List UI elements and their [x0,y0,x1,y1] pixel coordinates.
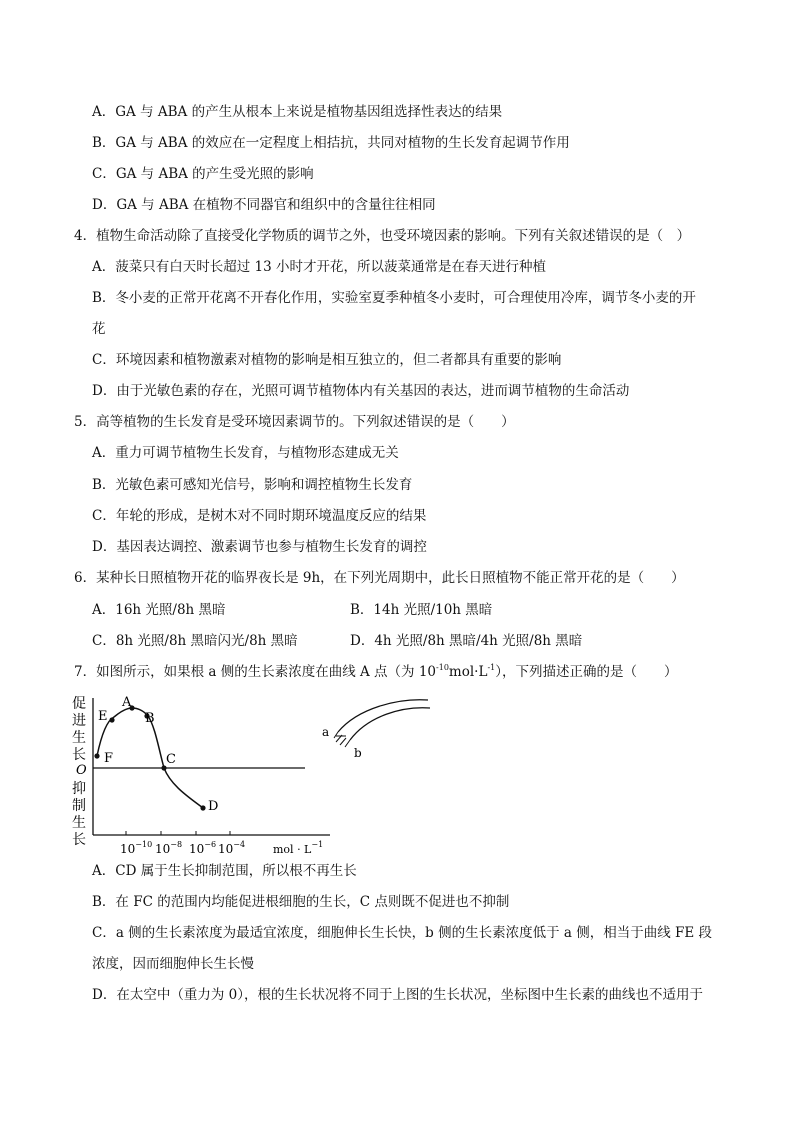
label-d: D [208,799,219,814]
label-b: B [145,711,155,726]
q7-option-c-cont: 浓度，因而细胞伸长生长慢 [92,956,254,972]
q7-option-d: D．在太空中（重力为 0），根的生长状况将不同于上图的生长状况，坐标图中生长素的曲线也不适用于 [92,987,703,1003]
q6-option-c: C．8h 光照/8h 黑暗闪光/8h 黑暗 [92,633,298,649]
q4-option-a: A．菠菜只有白天时长超过 13 小时才开花，所以菠菜通常是在春天进行种植 [92,259,547,275]
q5-option-b: B．光敏色素可感知光信号，影响和调控植物生长发育 [92,477,413,493]
q6-option-a: A．16h 光照/8h 黑暗 [92,602,226,618]
q5-option-a: A．重力可调节植物生长发育，与植物形态建成无关 [92,445,399,461]
point-f [94,753,99,758]
root-label-a: a [322,725,330,739]
q5-option-d: D．基因表达调控、激素调节也参与植物生长发育的调控 [92,539,427,555]
point-d [200,805,205,810]
y-label-promote-1: 促 [72,696,86,712]
y-label-inhibit-3: 生 [72,815,86,831]
q4-option-c: C．环境因素和植物激素对植物的影响是相互独立的，但二者都具有重要的影响 [92,352,562,368]
q3-option-a: A．GA 与 ABA 的产生从根本上来说是植物基因组选择性表达的结果 [92,104,503,120]
q7-option-c: C．a 侧的生长素浓度为最适宜浓度，细胞伸长生长快，b 侧的生长素浓度低于 a 侧，相当于曲线 FE 段 [92,925,713,941]
q4-stem: 4．植物生命活动除了直接受化学物质的调节之外，也受环境因素的影响。下列有关叙述错误的是（ ） [74,228,691,244]
q7-stem [74,663,677,681]
y-label-promote-4: 长 [72,747,86,763]
root-tip-hatch [340,738,346,745]
y-label-inhibit-1: 抑 [72,781,86,797]
label-f: F [104,751,114,766]
label-a: A [122,695,132,710]
point-e [109,717,114,722]
q6-option-b: B．14h 光照/10h 黑暗 [350,602,493,618]
bent-root-sketch [318,690,448,770]
q3-option-b: B．GA 与 ABA 的效应在一定程度上相拮抗，共同对植物的生长发育起调节作用 [92,135,570,151]
q6-stem: 6．某种长日照植物开花的临界夜长是 9h，在下列光周期中，此长日照植物不能正常开花的是（ ） [74,570,685,586]
root-inner-edge [350,708,430,740]
q4-option-d: D．由于光敏色素的存在，光照可调节植物体内有关基因的表达，进而调节植物的生命活动 [92,383,630,399]
q7-stem-exponent-2: -1 [487,663,496,672]
q7-stem-post: ），下列描述正确的是（ ） [495,664,678,680]
label-c: C [166,752,176,767]
q7-stem-exponent-1: -10 [436,663,449,672]
q4-option-b-cont: 花 [92,321,106,337]
x-tick-label-4: $10^{-4}$ [218,840,246,856]
q7-option-b: B．在 FC 的范围内均能促进根细胞的生长，C 点则既不促进也不抑制 [92,894,510,910]
x-unit-label: mol · $L^{-1}$ [273,840,324,856]
y-label-inhibit-2: 制 [72,798,86,814]
root-tip-hatch [345,740,350,747]
label-e: E [98,709,108,724]
x-tick-label-1: $10^{-10}$ [120,840,153,856]
root-tip-hatch [334,732,338,738]
y-label-promote-2: 进 [72,713,86,729]
q5-stem: 5．高等植物的生长发育是受环境因素调节的。下列叙述错误的是（ ） [74,414,515,430]
q6-option-d: D．4h 光照/8h 黑暗/4h 光照/8h 黑暗 [350,633,583,649]
y-label-promote-3: 生 [72,730,86,746]
q5-option-c: C．年轮的形成，是树木对不同时期环境温度反应的结果 [92,508,427,524]
origin-label: O [76,763,87,778]
q4-option-b: B．冬小麦的正常开花离不开春化作用，实验室夏季种植冬小麦时，可合理使用冷库，调节冬小麦的开 [92,290,696,306]
q3-option-d: D．GA 与 ABA 在植物不同器官和组织中的含量往往相同 [92,197,436,213]
y-label-inhibit-4: 长 [72,832,86,848]
root-label-b: b [354,746,362,760]
q7-option-a: A．CD 属于生长抑制范围，所以根不再生长 [92,863,357,879]
auxin-response-graph [68,690,338,860]
q7-stem-pre: 7．如图所示，如果根 a 侧的生长素浓度在曲线 A 点（为 10 [74,664,437,680]
q7-stem-unit: mol·L [448,664,488,680]
x-tick-label-2: $10^{-8}$ [155,840,183,856]
x-tick-label-3: $10^{-6}$ [189,840,217,856]
q3-option-c: C．GA 与 ABA 的产生受光照的影响 [92,166,314,182]
